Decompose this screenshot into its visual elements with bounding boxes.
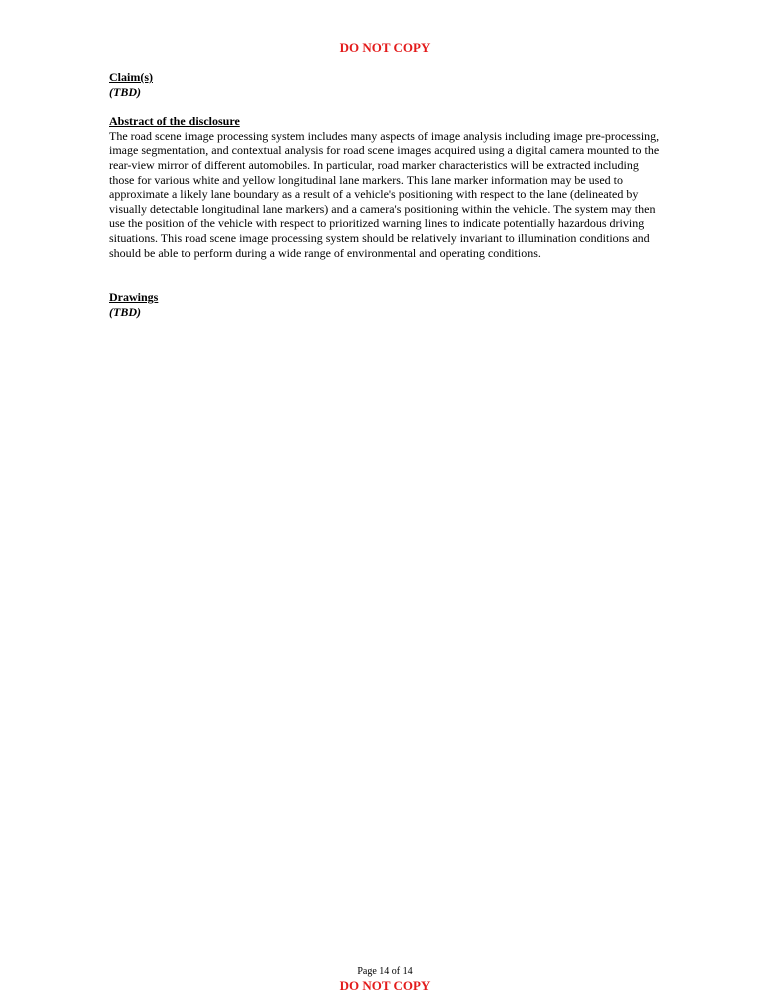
claims-section [109,70,661,99]
do-not-copy-banner-bottom: DO NOT COPY [339,978,431,993]
abstract-section [109,114,661,260]
drawings-placeholder: (TBD) [109,304,141,319]
abstract-heading: Abstract of the disclosure [109,114,240,129]
document-body [109,70,661,319]
drawings-section [109,290,661,319]
do-not-copy-banner-top: DO NOT COPY [339,40,431,55]
abstract-paragraph: The road scene image processing system includes many aspects of image analysis including image pre-processing, image segmentation, and contextual analysis for road scene images acquired using a digital camera mounted to the rear-view mirror of different automobiles. In particular, road marker characteristics will be extracted including those for various white and yellow longitudinal lane markers. This lane marker information may be used to approximate a likely lane boundary as a result of a vehicle's positioning with respect to the lane (delineated by visually detectable longitudinal lane markers) and a camera's positioning within the vehicle. The system may then use the position of the vehicle with respect to prioritized warning lines to indicate potentially hazardous driving situations. This road scene image processing system should be relatively invariant to illumination conditions and should be able to perform during a wide range of environmental and operating conditions. [109,128,660,260]
claims-placeholder: (TBD) [109,84,141,99]
page-number: Page 14 of 14 [357,966,413,977]
claims-heading: Claim(s) [109,70,153,84]
drawings-heading: Drawings [109,290,159,305]
